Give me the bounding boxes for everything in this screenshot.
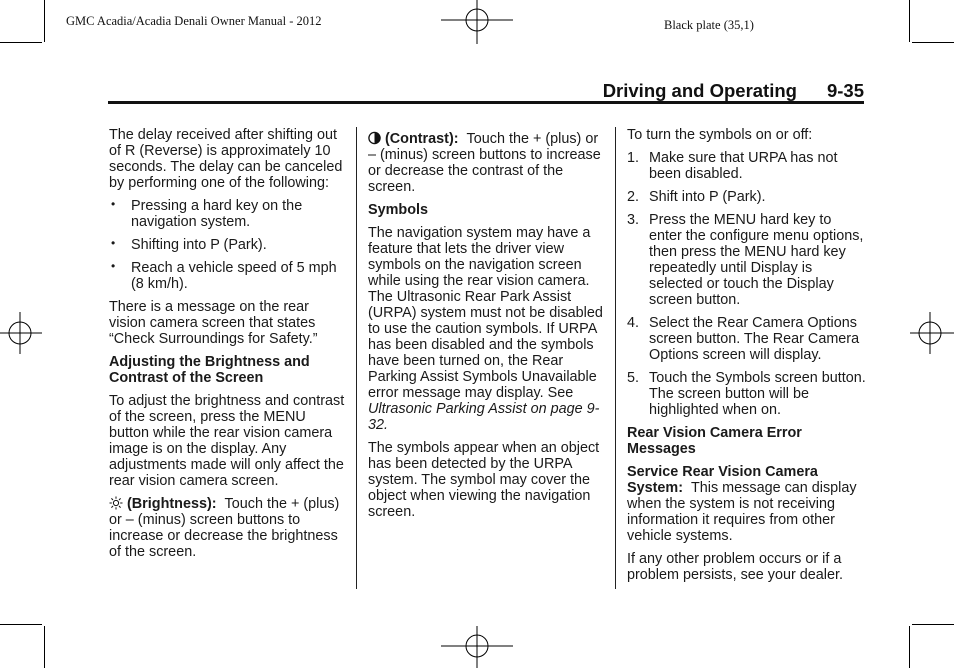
error-messages-heading: Rear Vision Camera Error Messages [627, 425, 802, 457]
column-divider [615, 127, 616, 589]
manual-title: GMC Acadia/Acadia Denali Owner Manual - 2012 [66, 14, 322, 28]
message-paragraph: There is a message on the rear vision camera screen that states “Check Surroundings for Safety.” [109, 299, 318, 347]
column-2 [368, 131, 606, 527]
crop-mark [912, 624, 954, 625]
list-item: • Reach a vehicle speed of 5 mph (8 km/h). [109, 260, 347, 292]
object-paragraph: The symbols appear when an object has been detected by the URPA system. The symbol may cover the object when viewing the navigation screen. [368, 440, 600, 520]
list-item: • Shifting into P (Park). [109, 237, 347, 253]
crop-mark [44, 0, 45, 42]
list-item: • Pressing a hard key on the navigation system. [109, 198, 347, 230]
list-item [627, 150, 867, 182]
contrast-label: (Contrast): [385, 131, 459, 147]
brightness-text: Touch the + (plus) or – (minus) screen buttons to increase or decrease the brightness of the screen. [109, 496, 340, 560]
section-title: Driving and Operating [602, 80, 797, 101]
crop-mark [909, 626, 910, 668]
list-item [627, 189, 867, 205]
registration-crosshair-icon [441, 626, 513, 668]
contrast-text: Touch the + (plus) or – (minus) screen buttons to increase or decrease the contrast of the screen. [368, 131, 601, 195]
column-3 [627, 127, 867, 590]
service-text: This message can display when the system is not receiving information it requires from other vehicle systems. [627, 480, 857, 544]
other-problem-paragraph: If any other problem occurs or if a problem persists, see your dealer. [627, 551, 843, 583]
symbols-text: The navigation system may have a feature that lets the driver view symbols on the navigation screen while using the rear vision camera. The Ultrasonic Rear Park Assist (URPA) system must not be disabled to use the caution symbols. If URPA has been disabled and the symbols have been turned on, the Rear Parking Assist Symbols Unavailable error message may display. See [368, 225, 603, 401]
list-item [627, 212, 867, 308]
brightness-label: (Brightness): [127, 496, 217, 512]
registration-crosshair-icon [0, 312, 42, 354]
registration-crosshair-icon [910, 312, 954, 354]
step-text: Shift into P (Park). [649, 189, 766, 205]
reference-period: . [384, 417, 389, 433]
symbols-heading: Symbols [368, 202, 428, 218]
adjust-paragraph: To adjust the brightness and contrast of the screen, press the MENU button while the rear vision camera image is on the display. Any adjustments made will only affect the rear vision camera screen. [109, 393, 345, 489]
service-label: Service Rear Vision Camera [627, 464, 818, 480]
step-number: 5. [627, 370, 640, 386]
service-paragraph [627, 464, 867, 544]
brightness-heading: Adjusting the Brightness and Contrast of the Screen [109, 354, 310, 386]
cancel-list [109, 198, 347, 292]
column-divider [356, 127, 357, 589]
symbols-paragraph [368, 225, 606, 433]
crop-mark [0, 624, 42, 625]
column-1 [109, 127, 347, 567]
brightness-paragraph [109, 496, 347, 560]
steps-list [627, 150, 867, 418]
step-number: 3. [627, 212, 640, 228]
crop-mark [912, 42, 954, 43]
step-number: 2. [627, 189, 640, 205]
list-item [627, 370, 867, 418]
header-rule [108, 101, 864, 104]
list-item [627, 315, 867, 363]
step-text: Make sure that URPA has not been disabled. [649, 150, 838, 182]
delay-paragraph: The delay received after shifting out of R (Reverse) is approximately 10 seconds. The delay can be canceled by performing one of the following: [109, 127, 343, 191]
plate-label: Black plate (35,1) [664, 18, 754, 32]
step-text: Press the MENU hard key to enter the configure menu options, then press the MENU hard key repeatedly until Display is selected or touch the Display screen button. [649, 212, 864, 308]
crop-mark [0, 42, 42, 43]
page-number: 9-35 [826, 80, 864, 101]
registration-crosshair-icon [441, 0, 513, 44]
step-text: Select the Rear Camera Options screen button. The Rear Camera Options screen will display. [649, 315, 860, 363]
crop-mark [909, 0, 910, 42]
step-number: 1. [627, 150, 640, 166]
service-label-cont: System: [627, 480, 683, 496]
sun-icon [109, 496, 123, 510]
half-circle-contrast-icon [368, 131, 381, 145]
step-text: Touch the Symbols screen button. The screen button will be highlighted when on. [649, 370, 866, 418]
contrast-paragraph [368, 131, 606, 195]
toggle-intro: To turn the symbols on or off: [627, 127, 813, 143]
cross-reference-link[interactable]: Ultrasonic Parking Assist on page 9-32 [368, 401, 600, 433]
step-number: 4. [627, 315, 640, 331]
section-header [0, 80, 864, 102]
crop-mark [44, 626, 45, 668]
